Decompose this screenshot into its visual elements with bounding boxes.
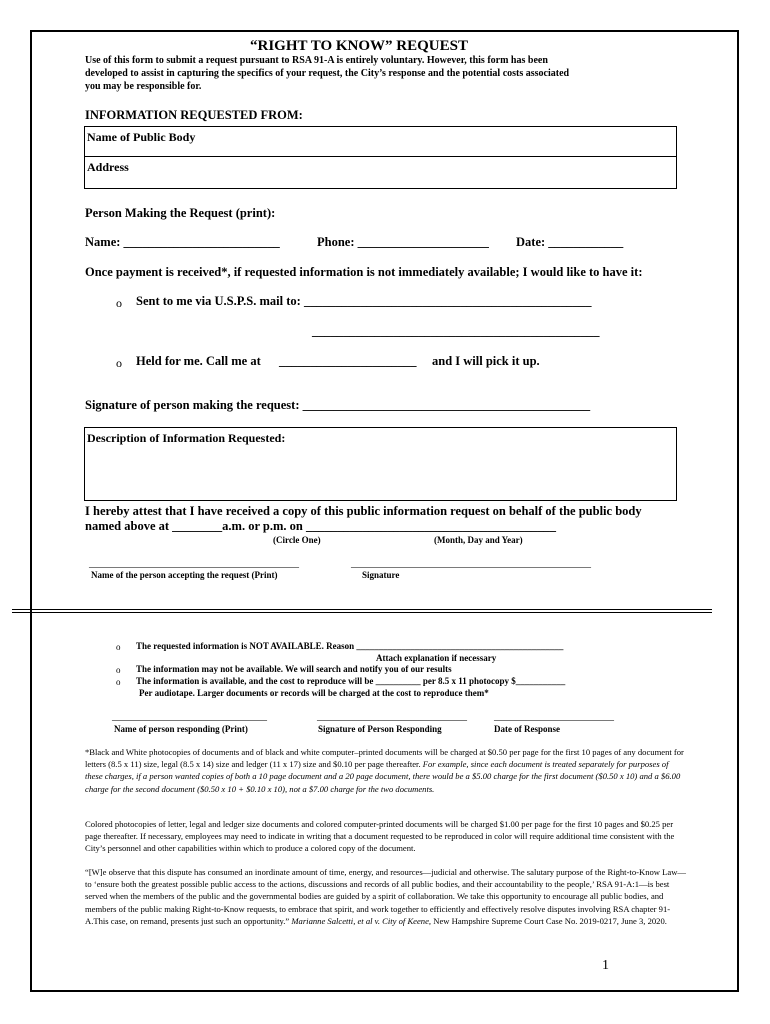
form-title: “RIGHT TO KNOW” REQUEST [250, 38, 468, 54]
attach-explanation-hint: Attach explanation if necessary [376, 653, 497, 663]
held-option[interactable]: Held for me. Call me at [136, 354, 261, 368]
court-quote [85, 866, 687, 927]
page-number: 1 [602, 958, 609, 973]
may-not-available-radio[interactable]: o [116, 665, 121, 675]
audiotape-note: Per audiotape. Larger documents or records will be charged at the cost to reproduce them* [139, 688, 489, 698]
month-day-year-hint: (Month, Day and Year) [434, 535, 523, 545]
address-field[interactable] [85, 157, 676, 189]
public-body-field[interactable] [85, 127, 676, 157]
phone-field[interactable]: Phone: _____________________ [317, 235, 489, 249]
not-available-radio[interactable]: o [116, 642, 121, 652]
footnote-color-copies: Colored photocopies of letter, legal and ledger size documents and colored computer-printed documents will be charged $1.00 per page for the first 10 pages and $0.25 per page thereafter. If necessary, employees may need to indicate in writing that a document requested to be reproduced in color will require additional time consistent with the City’s personnel and other capabilities within which to produce a colored copy of the document. [85, 819, 675, 854]
accept-signature-line[interactable]: ________________________________________________ [351, 558, 591, 569]
court-quote-citation: New Hampshire Supreme Court Case No. 2019-0217, June 3, 2020. [433, 915, 667, 926]
mail-address-line-2[interactable]: ______________________________________________ [312, 324, 600, 338]
responder-signature-line[interactable]: ______________________________ [317, 711, 467, 722]
court-quote-case: Marianne Salcetti, et al v. City of Keene, [291, 915, 432, 926]
footnote-bw-text: *Black and White photocopies of documents and of black and white computer–printed documents will be charged at $0.50 per page for the first 10 pages of any document for letters (8.5 x 11) size, legal (8.5 x 14) size and ledger (11 x 17) size and $0.10 per page thereafter. [85, 747, 684, 770]
public-body-label: Name of Public Body [87, 130, 196, 144]
intro-line-2: developed to assist in capturing the specifics of your request, the City’s response and the potential costs associated [85, 68, 570, 79]
date-field[interactable]: Date: ____________ [516, 235, 624, 249]
requester-signature-field[interactable]: Signature of person making the request: ______________________________________________ [85, 398, 591, 412]
description-label: Description of Information Requested: [87, 431, 286, 445]
response-date-label: Date of Response [494, 724, 560, 734]
circle-one-hint: (Circle One) [273, 535, 321, 545]
accept-name-label: Name of the person accepting the request (Print) [91, 570, 278, 580]
responder-name-label: Name of person responding (Print) [114, 724, 248, 734]
name-field[interactable]: Name: _________________________ [85, 235, 280, 249]
description-box[interactable] [84, 427, 677, 501]
attest-line-1: I hereby attest that I have received a copy of this public information request on behalf of the public body [85, 504, 642, 518]
intro-line-3: you may be responsible for. [85, 81, 202, 92]
person-heading: Person Making the Request (print): [85, 206, 276, 220]
public-body-box [84, 126, 677, 189]
payment-instruction: Once payment is received*, if requested information is not immediately available; I would like to have it: [85, 265, 643, 279]
responder-signature-label: Signature of Person Responding [318, 724, 442, 734]
accept-name-line[interactable]: __________________________________________ [89, 558, 299, 569]
attest-line-2[interactable]: named above at ________a.m. or p.m. on ________________________________________ [85, 519, 556, 533]
held-suffix: and I will pick it up. [432, 354, 540, 368]
info-heading: INFORMATION REQUESTED FROM: [85, 108, 303, 122]
available-radio[interactable]: o [116, 677, 121, 687]
available-option[interactable]: The information is available, and the cost to reproduce will be __________ per 8.5 x 11 photocopy $___________ [136, 676, 566, 686]
not-available-option[interactable]: The requested information is NOT AVAILABLE. Reason ______________________________________________ [136, 641, 564, 651]
address-label: Address [87, 160, 129, 174]
response-date-line[interactable]: ________________________ [494, 711, 614, 722]
held-option-radio[interactable]: o [116, 356, 122, 370]
mail-option-radio[interactable]: o [116, 296, 122, 310]
intro-line-1: Use of this form to submit a request pursuant to RSA 91-A is entirely voluntary. However, this form has been [85, 55, 548, 66]
may-not-available-option[interactable]: The information may not be available. We will search and notify you of our results [136, 664, 452, 674]
mail-option[interactable]: Sent to me via U.S.P.S. mail to: ______________________________________________ [136, 294, 592, 308]
section-divider [12, 609, 712, 613]
footnote-bw-example: For example, since each document is treated separately for purposes of these charges, if a person wanted copies of both a 10 page document and a 20 page document, there would be a $5.00 charge for the first document ($0.50 x 10) and a $6.00 charge for the second document ($0.50 x 10 + $0.10 x 10), not a $7.00 charge for the two documents. [85, 759, 681, 794]
held-phone-field[interactable]: ______________________ [279, 354, 417, 368]
responder-name-line[interactable]: _______________________________ [112, 711, 267, 722]
footnote-bw-copies [85, 746, 687, 795]
court-quote-text: “[W]e observe that this dispute has consumed an inordinate amount of time, energy, and resources—judicial and otherwise. The salutary purpose of the Right-to-Know Law—to ‘ensure both the greatest possible public access to the actions, discussions and records of all public bodies, and their accountability to the people,’ RSA 91-A:1—is best served when the members of the public and the governmental bodies are guided by a spirit of collaboration. We take this opportunity to encourage all public bodies, and members of the public making Right-to-Know requests, to embrace that spirit, and work together to efficiently and effectively resolve disputes involving RSA chapter 91-A.This case, on remand, presents just such an opportunity.” [85, 867, 686, 926]
accept-signature-label: Signature [362, 570, 400, 580]
